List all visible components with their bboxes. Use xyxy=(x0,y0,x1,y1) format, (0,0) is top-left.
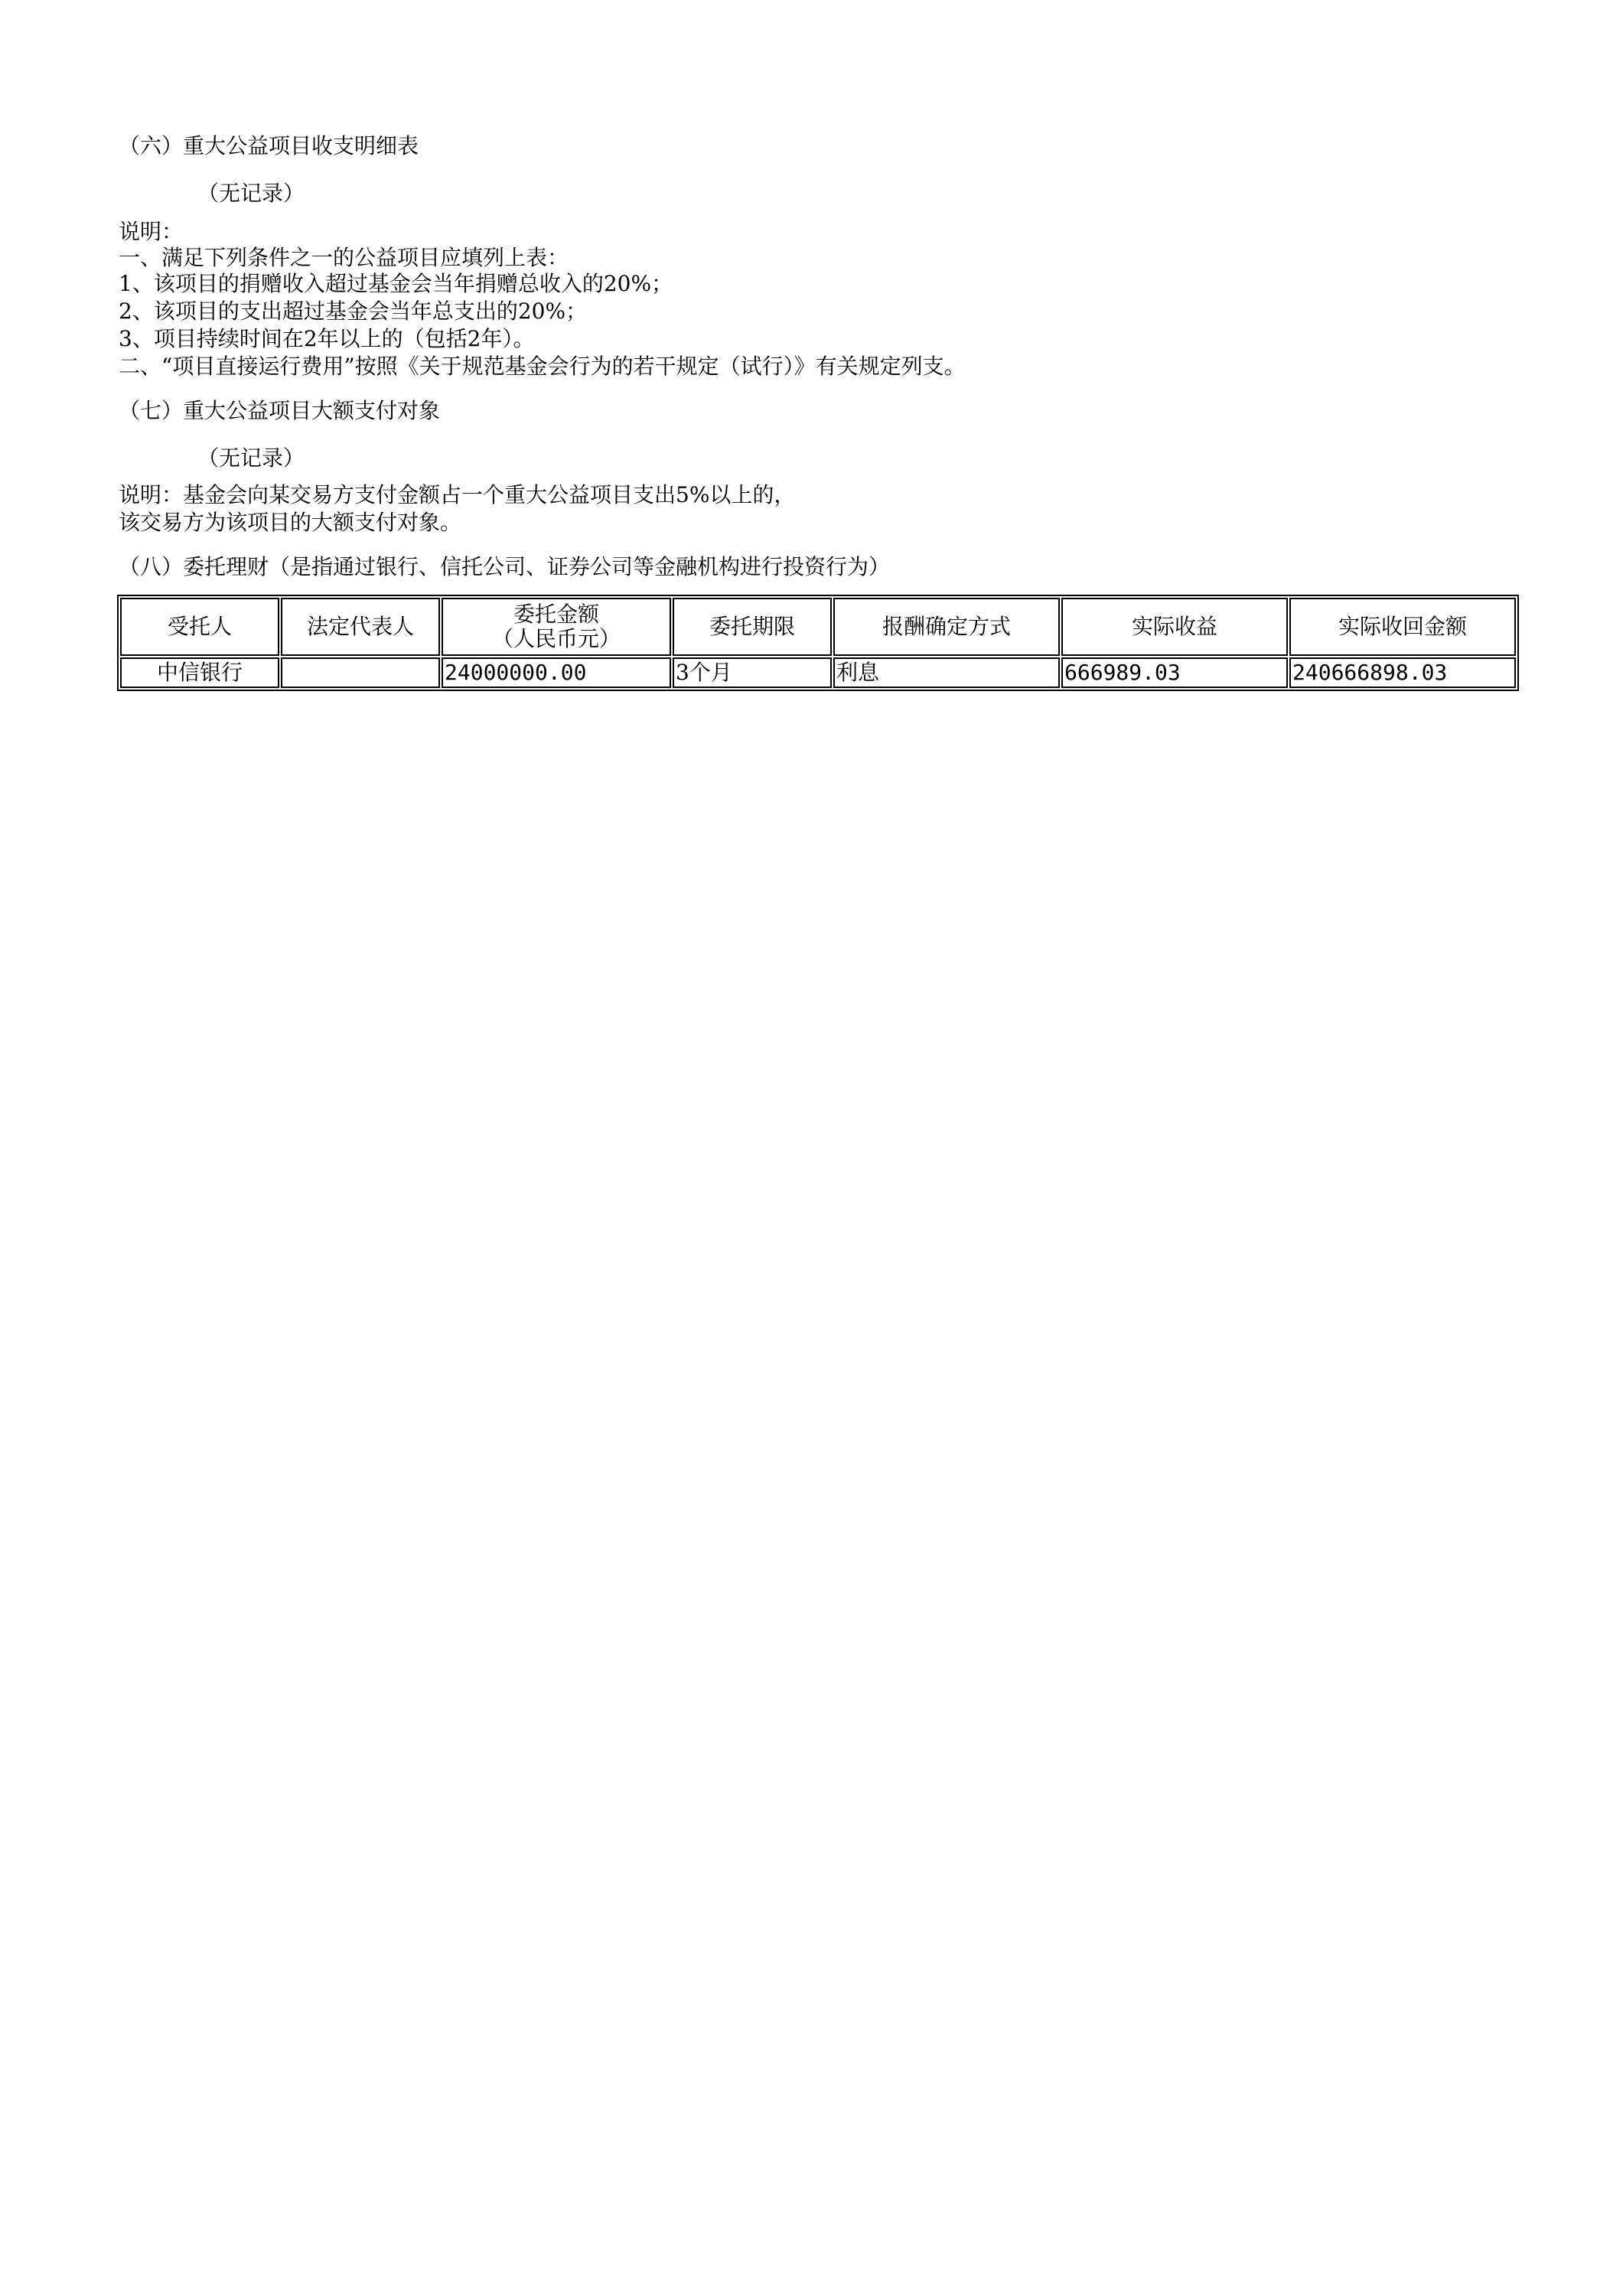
section7-title: （七）重大公益项目大额支付对象 xyxy=(119,398,441,423)
cell-legal-representative xyxy=(281,657,440,688)
section6-no-record: （无记录） xyxy=(197,181,305,206)
cell-actual-recovered-amount: 240666898.03 xyxy=(1289,657,1516,688)
cell-entrusted-amount: 24000000.00 xyxy=(442,657,671,688)
entrusted-investment-table xyxy=(117,595,1519,691)
section6-note-line: 3、项目持续时间在2年以上的（包括2年）。 xyxy=(119,326,535,351)
header-entrusted-amount-label: 委托金额 xyxy=(513,602,599,627)
section6-note-label: 说明： xyxy=(119,219,184,244)
section6-note-line: 1、该项目的捐赠收入超过基金会当年捐赠总收入的20%； xyxy=(119,271,673,296)
cell-trustee: 中信银行 xyxy=(120,657,279,688)
table-header-row xyxy=(120,598,1516,656)
header-actual-income: 实际收益 xyxy=(1061,598,1288,656)
section7-no-record: （无记录） xyxy=(197,445,305,471)
section6-note-line: 二、“项目直接运行费用”按照《关于规范基金会行为的若干规定（试行）》有关规定列支。 xyxy=(119,354,966,379)
header-entrusted-term: 委托期限 xyxy=(673,598,832,656)
cell-actual-income: 666989.03 xyxy=(1061,657,1288,688)
header-actual-recovered-amount: 实际收回金额 xyxy=(1289,598,1516,656)
header-entrusted-amount xyxy=(442,598,671,656)
section7-note-line: 该交易方为该项目的大额支付对象。 xyxy=(119,510,462,535)
cell-entrusted-term: 3个月 xyxy=(673,657,832,688)
section6-note-line: 2、该项目的支出超过基金会当年总支出的20%； xyxy=(119,298,588,324)
table-row xyxy=(120,657,1516,688)
header-legal-representative: 法定代表人 xyxy=(281,598,440,656)
section6-note-line: 一、满足下列条件之一的公益项目应填列上表： xyxy=(119,245,569,270)
cell-remuneration-method: 利息 xyxy=(833,657,1060,688)
section8-title: （八）委托理财（是指通过银行、信托公司、证券公司等金融机构进行投资行为） xyxy=(119,554,891,579)
section6-title: （六）重大公益项目收支明细表 xyxy=(119,133,419,158)
header-entrusted-amount-unit: （人民币元） xyxy=(491,626,621,651)
header-trustee: 受托人 xyxy=(120,598,279,656)
section7-note-line: 说明：基金会向某交易方支付金额占一个重大公益项目支出5%以上的， xyxy=(119,482,796,507)
header-remuneration-method: 报酬确定方式 xyxy=(833,598,1060,656)
